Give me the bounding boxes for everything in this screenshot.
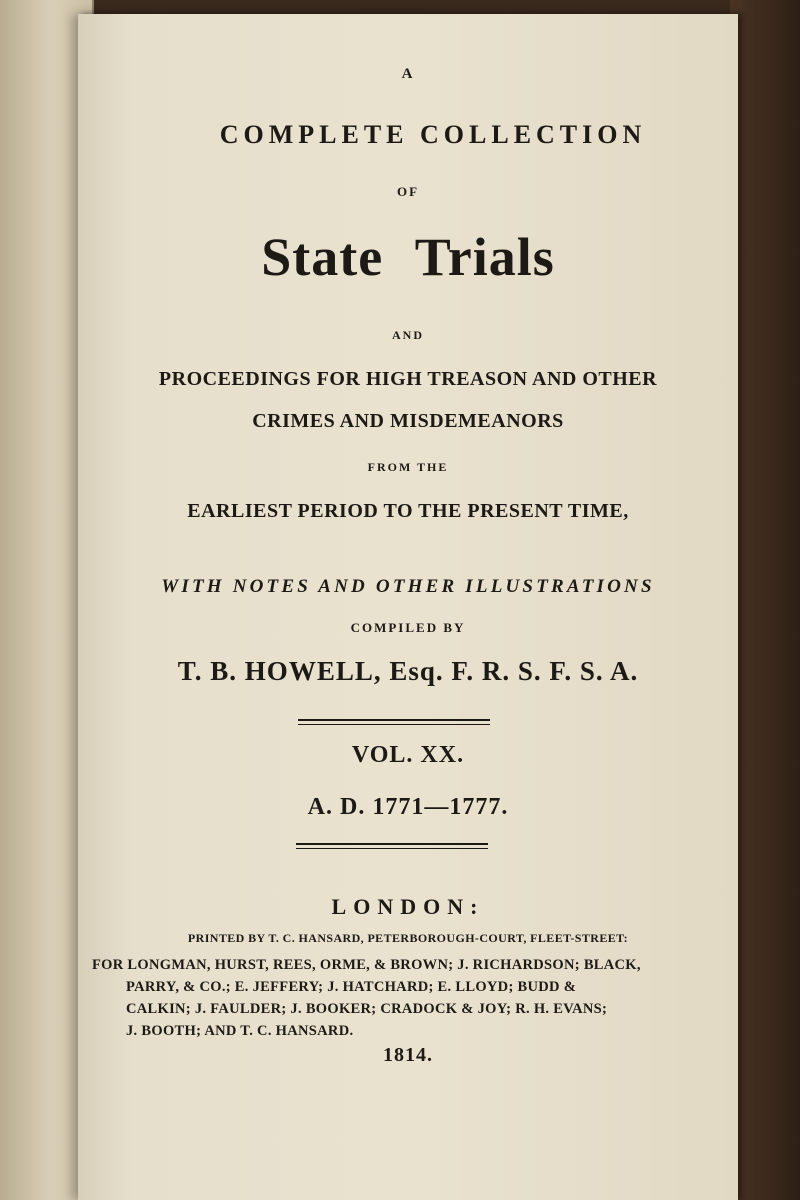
subtitle-line-2: CRIMES AND MISDEMEANORS: [252, 410, 564, 432]
imprint-printer: PRINTED BY T. C. HANSARD, PETERBOROUGH-COURT, FLEET-STREET:: [187, 931, 629, 945]
year-range: A. D. 1771—1777.: [307, 794, 509, 820]
publishers-line-4: J. BOOTH; AND T. C. HANSARD.: [126, 1023, 354, 1039]
imprint-publishers: [92, 954, 702, 1042]
title-from-the: FROM THE: [367, 460, 449, 474]
double-rule-bottom: [296, 843, 488, 845]
volume-number: VOL. XX.: [351, 742, 465, 768]
author: T. B. HOWELL, Esq. F. R. S. F. S. A.: [177, 656, 639, 686]
subtitle-line-1: PROCEEDINGS FOR HIGH TREASON AND OTHER: [158, 368, 658, 390]
title-of: OF: [396, 184, 420, 199]
publishers-line-2: PARRY, & CO.; E. JEFFERY; J. HATCHARD; E. LLOYD; BUDD &: [126, 979, 577, 995]
publishers-line-3: CALKIN; J. FAULDER; J. BOOKER; CRADOCK & JOY; R. H. EVANS;: [126, 1001, 608, 1017]
title-page: [78, 14, 738, 1200]
main-title: State Trials: [261, 227, 555, 287]
title-and: AND: [392, 328, 424, 342]
title-collection: COMPLETE COLLECTION: [219, 120, 647, 149]
double-rule-top: [298, 719, 490, 721]
title-article: A: [401, 66, 415, 82]
imprint-year: 1814.: [383, 1044, 433, 1066]
subtitle-notes: WITH NOTES AND OTHER ILLUSTRATIONS: [161, 576, 655, 597]
subtitle-period: EARLIEST PERIOD TO THE PRESENT TIME,: [187, 500, 629, 522]
publishers-line-1: FOR LONGMAN, HURST, REES, ORME, & BROWN; J. RICHARDSON; BLACK,: [92, 957, 641, 973]
compiled-by: COMPILED BY: [350, 620, 466, 635]
table-surface: [730, 0, 800, 1200]
imprint-city: LONDON:: [331, 894, 485, 919]
